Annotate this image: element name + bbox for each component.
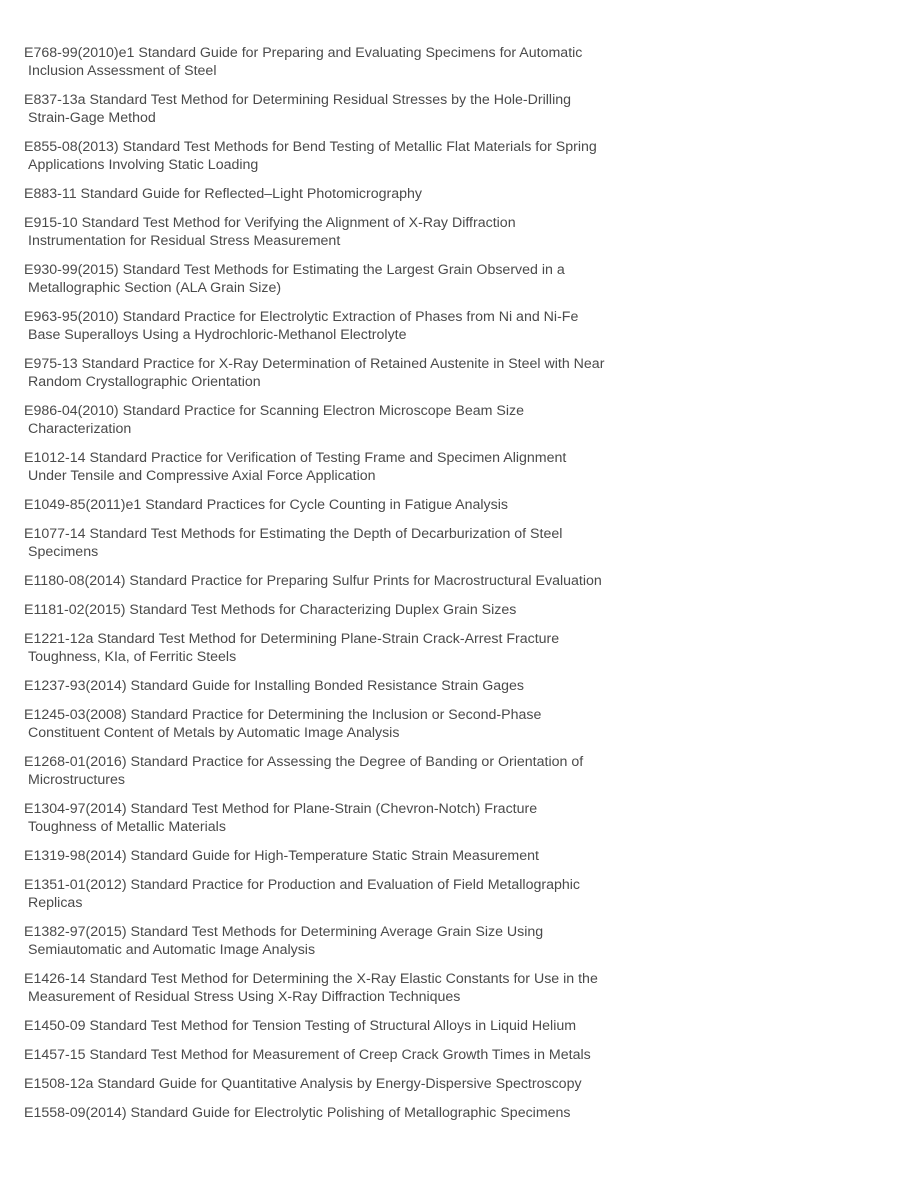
standard-entry: [24, 876, 624, 912]
standard-title-line: E1237-93(2014) Standard Guide for Installing Bonded Resistance Strain Gages: [24, 678, 525, 694]
standard-title-line: E1558-09(2014) Standard Guide for Electrolytic Polishing of Metallographic Specimens: [24, 1105, 571, 1121]
standard-entry: [24, 214, 624, 250]
standard-title-continuation: Strain-Gage Method: [28, 110, 156, 126]
standard-title-line: E1508-12a Standard Guide for Quantitative Analysis by Energy-Dispersive Spectroscopy: [24, 1076, 582, 1092]
standard-entry: [24, 601, 624, 619]
standard-entry: [24, 402, 624, 438]
standard-entry: [24, 1104, 624, 1122]
standard-entry: [24, 847, 624, 865]
standard-entry: [24, 1075, 624, 1093]
standard-title-continuation: Instrumentation for Residual Stress Measurement: [28, 233, 341, 249]
standard-entry: [24, 1046, 624, 1064]
standard-entry: [24, 630, 624, 666]
standard-title-line: E1245-03(2008) Standard Practice for Determining the Inclusion or Second-Phase: [24, 707, 542, 723]
standard-title-line: E1180-08(2014) Standard Practice for Preparing Sulfur Prints for Macrostructural Evaluation: [24, 573, 602, 589]
standard-title-line: E855-08(2013) Standard Test Methods for Bend Testing of Metallic Flat Materials for Spring: [24, 139, 597, 155]
standard-title-line: E1049-85(2011)e1 Standard Practices for Cycle Counting in Fatigue Analysis: [24, 497, 508, 513]
standard-title-line: E1450-09 Standard Test Method for Tension Testing of Structural Alloys in Liquid Helium: [24, 1018, 577, 1034]
standard-title-line: E837-13a Standard Test Method for Determining Residual Stresses by the Hole-Drilling: [24, 92, 572, 108]
standard-entry: [24, 572, 624, 590]
standard-entry: [24, 308, 624, 344]
standard-title-continuation: Microstructures: [28, 772, 125, 788]
standard-title-continuation: Characterization: [28, 421, 132, 437]
standard-entry: [24, 525, 624, 561]
standard-title-continuation: Replicas: [28, 895, 83, 911]
standard-title-line: E1221-12a Standard Test Method for Determining Plane-Strain Crack-Arrest Fracture: [24, 631, 560, 647]
standard-title-line: E1181-02(2015) Standard Test Methods for Characterizing Duplex Grain Sizes: [24, 602, 517, 618]
standard-entry: [24, 138, 624, 174]
standard-title-line: E883-11 Standard Guide for Reflected–Light Photomicrography: [24, 186, 423, 202]
standard-title-line: E915-10 Standard Test Method for Verifying the Alignment of X-Ray Diffraction: [24, 215, 516, 231]
standard-entry: [24, 355, 624, 391]
standard-title-continuation: Applications Involving Static Loading: [28, 157, 259, 173]
standard-title-continuation: Metallographic Section (ALA Grain Size): [28, 280, 282, 296]
standard-title-line: E1351-01(2012) Standard Practice for Production and Evaluation of Field Metallographic: [24, 877, 581, 893]
standard-title-continuation: Semiautomatic and Automatic Image Analysis: [28, 942, 316, 958]
standard-entry: [24, 44, 624, 80]
standard-entry: [24, 449, 624, 485]
standard-entry: [24, 923, 624, 959]
standard-title-line: E1304-97(2014) Standard Test Method for Plane-Strain (Chevron-Notch) Fracture: [24, 801, 538, 817]
standard-title-continuation: Toughness, KIa, of Ferritic Steels: [28, 649, 237, 665]
standard-title-line: E986-04(2010) Standard Practice for Scanning Electron Microscope Beam Size: [24, 403, 524, 419]
standard-entry: [24, 185, 624, 203]
standards-list: [24, 44, 624, 1133]
standard-title-continuation: Base Superalloys Using a Hydrochloric-Methanol Electrolyte: [28, 327, 407, 343]
standard-title-line: E1319-98(2014) Standard Guide for High-Temperature Static Strain Measurement: [24, 848, 539, 864]
standard-title-continuation: Constituent Content of Metals by Automatic Image Analysis: [28, 725, 400, 741]
standard-entry: [24, 261, 624, 297]
standard-title-continuation: Toughness of Metallic Materials: [28, 819, 226, 835]
standard-title-line: E975-13 Standard Practice for X-Ray Determination of Retained Austenite in Steel with Near: [24, 356, 605, 372]
standard-title-line: E930-99(2015) Standard Test Methods for Estimating the Largest Grain Observed in a: [24, 262, 565, 278]
standard-entry: [24, 970, 624, 1006]
standard-title-continuation: Measurement of Residual Stress Using X-Ray Diffraction Techniques: [28, 989, 461, 1005]
standard-entry: [24, 91, 624, 127]
standard-title-line: E1077-14 Standard Test Methods for Estimating the Depth of Decarburization of Steel: [24, 526, 563, 542]
standard-entry: [24, 1017, 624, 1035]
standard-title-line: E963-95(2010) Standard Practice for Electrolytic Extraction of Phases from Ni and Ni-Fe: [24, 309, 579, 325]
standard-entry: [24, 706, 624, 742]
standard-title-line: E1457-15 Standard Test Method for Measurement of Creep Crack Growth Times in Metals: [24, 1047, 591, 1063]
standard-entry: [24, 753, 624, 789]
standard-title-line: E1268-01(2016) Standard Practice for Assessing the Degree of Banding or Orientation of: [24, 754, 584, 770]
standard-title-line: E1012-14 Standard Practice for Verification of Testing Frame and Specimen Alignment: [24, 450, 567, 466]
standard-entry: [24, 800, 624, 836]
standard-title-continuation: Under Tensile and Compressive Axial Force Application: [28, 468, 376, 484]
standard-title-line: E1426-14 Standard Test Method for Determining the X-Ray Elastic Constants for Use in the: [24, 971, 598, 987]
standard-title-line: E768-99(2010)e1 Standard Guide for Preparing and Evaluating Specimens for Automatic: [24, 45, 583, 61]
standard-title-continuation: Inclusion Assessment of Steel: [28, 63, 217, 79]
standard-entry: [24, 677, 624, 695]
standard-title-line: E1382-97(2015) Standard Test Methods for Determining Average Grain Size Using: [24, 924, 544, 940]
standard-title-continuation: Random Crystallographic Orientation: [28, 374, 261, 390]
standard-title-continuation: Specimens: [28, 544, 99, 560]
standard-entry: [24, 496, 624, 514]
